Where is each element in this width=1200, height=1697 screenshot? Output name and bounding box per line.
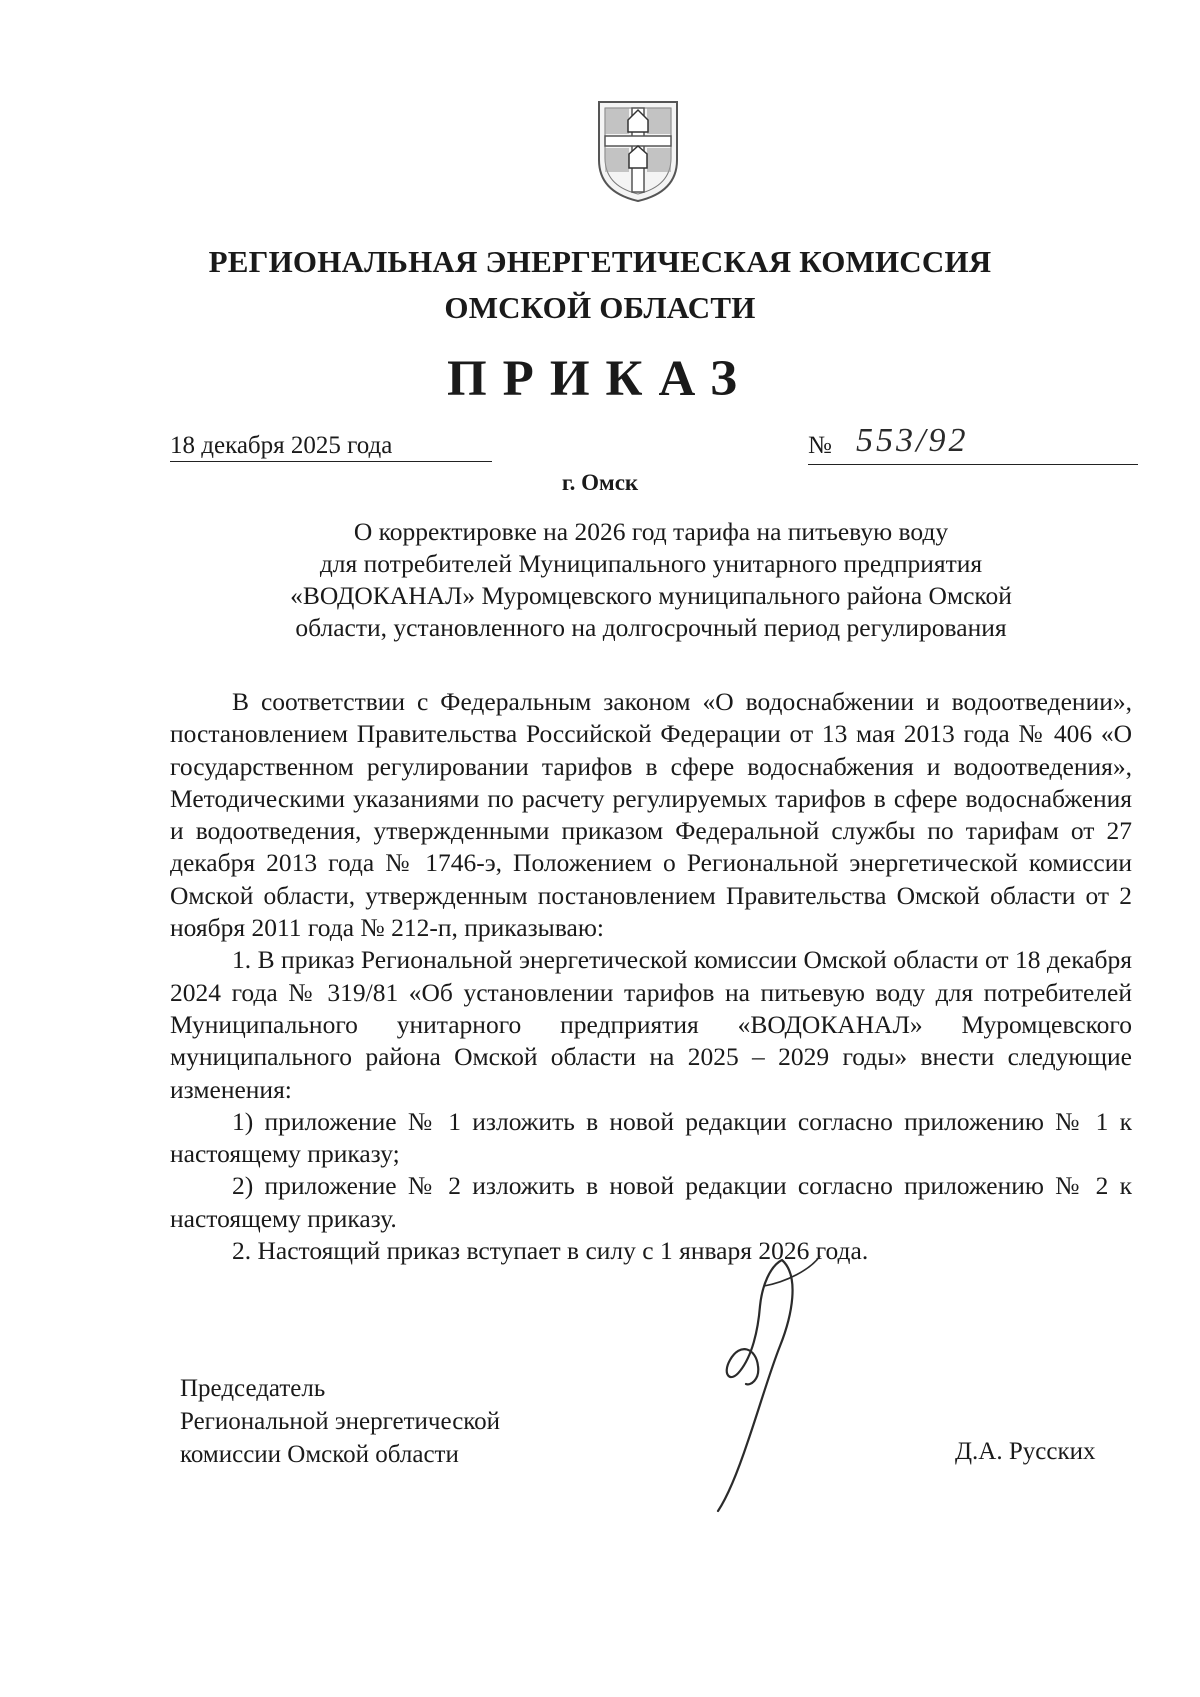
subject-line: для потребителей Муниципального унитарного предприятия [319,549,983,578]
item-2-paragraph: 2. Настоящий приказ вступает в силу с 1 января 2026 года. [232,1236,869,1266]
position-line: комиссии Омской области [180,1441,459,1468]
position-line: Председатель [180,1375,326,1402]
signatory-position [180,1372,500,1471]
item-1-1-paragraph: 1) приложение № 1 изложить в новой редакции согласно приложению № 1 к настоящему приказу; [170,1106,1132,1169]
document-city: г. Омск [561,470,639,495]
subject-line: «ВОДОКАНАЛ» Муромцевского муниципального района Омской [290,581,1012,610]
organization-region: ОМСКОЙ ОБЛАСТИ [444,290,756,325]
coat-of-arms-emblem [595,98,681,204]
document-body [170,686,1132,1267]
document-subject [170,516,1132,644]
item-1-paragraph: 1. В приказ Региональной энергетической комиссии Омской области от 18 декабря 2024 года № 319/81 «Об установлении тарифов на питьевую воду для потребителей Муниципального унитарного предприятия «ВОДОКАНАЛ» Муромцевского муниципального района Омской области на 2025 – 2029 годы» внести следующие изменения: [170,945,1132,1104]
document-type-title: ПРИКАЗ [447,351,753,407]
document-date: 18 декабря 2025 года [170,432,492,462]
organization-name: РЕГИОНАЛЬНАЯ ЭНЕРГЕТИЧЕСКАЯ КОМИССИЯ [208,244,992,279]
handwritten-number: 553/92 [856,422,969,459]
subject-line: области, установленного на долгосрочный период регулирования [295,613,1007,642]
signatory-name: Д.А. Русских [955,1438,1096,1465]
item-1-2-paragraph: 2) приложение № 2 изложить в новой редакции согласно приложению № 2 к настоящему приказу. [170,1171,1132,1233]
document-number [808,422,1138,465]
handwritten-signature [700,1256,850,1516]
number-sign: № [808,432,832,459]
subject-line: О корректировке на 2026 год тарифа на питьевую воду [353,517,949,546]
position-line: Региональной энергетической [180,1408,501,1435]
preamble-paragraph: В соответствии с Федеральным законом «О водоснабжении и водоотведении», постановлением Правительства Российской Федерации от 13 мая 2013 года № 406 «О государственном регулировании тарифов в сфере водоснабжения и водоотведения», Методическими указаниями по расчету регулируемых тарифов в сфере водоснабжения и водоотведения, утвержденными приказом Федеральной службы по тарифам от 27 декабря 2013 года № 1746-э, Положением о Региональной энергетической комиссии Омской области, утвержденным постановлением Правительства Омской области от 2 ноября 2011 года № 212-п, приказываю: [170,687,1132,943]
